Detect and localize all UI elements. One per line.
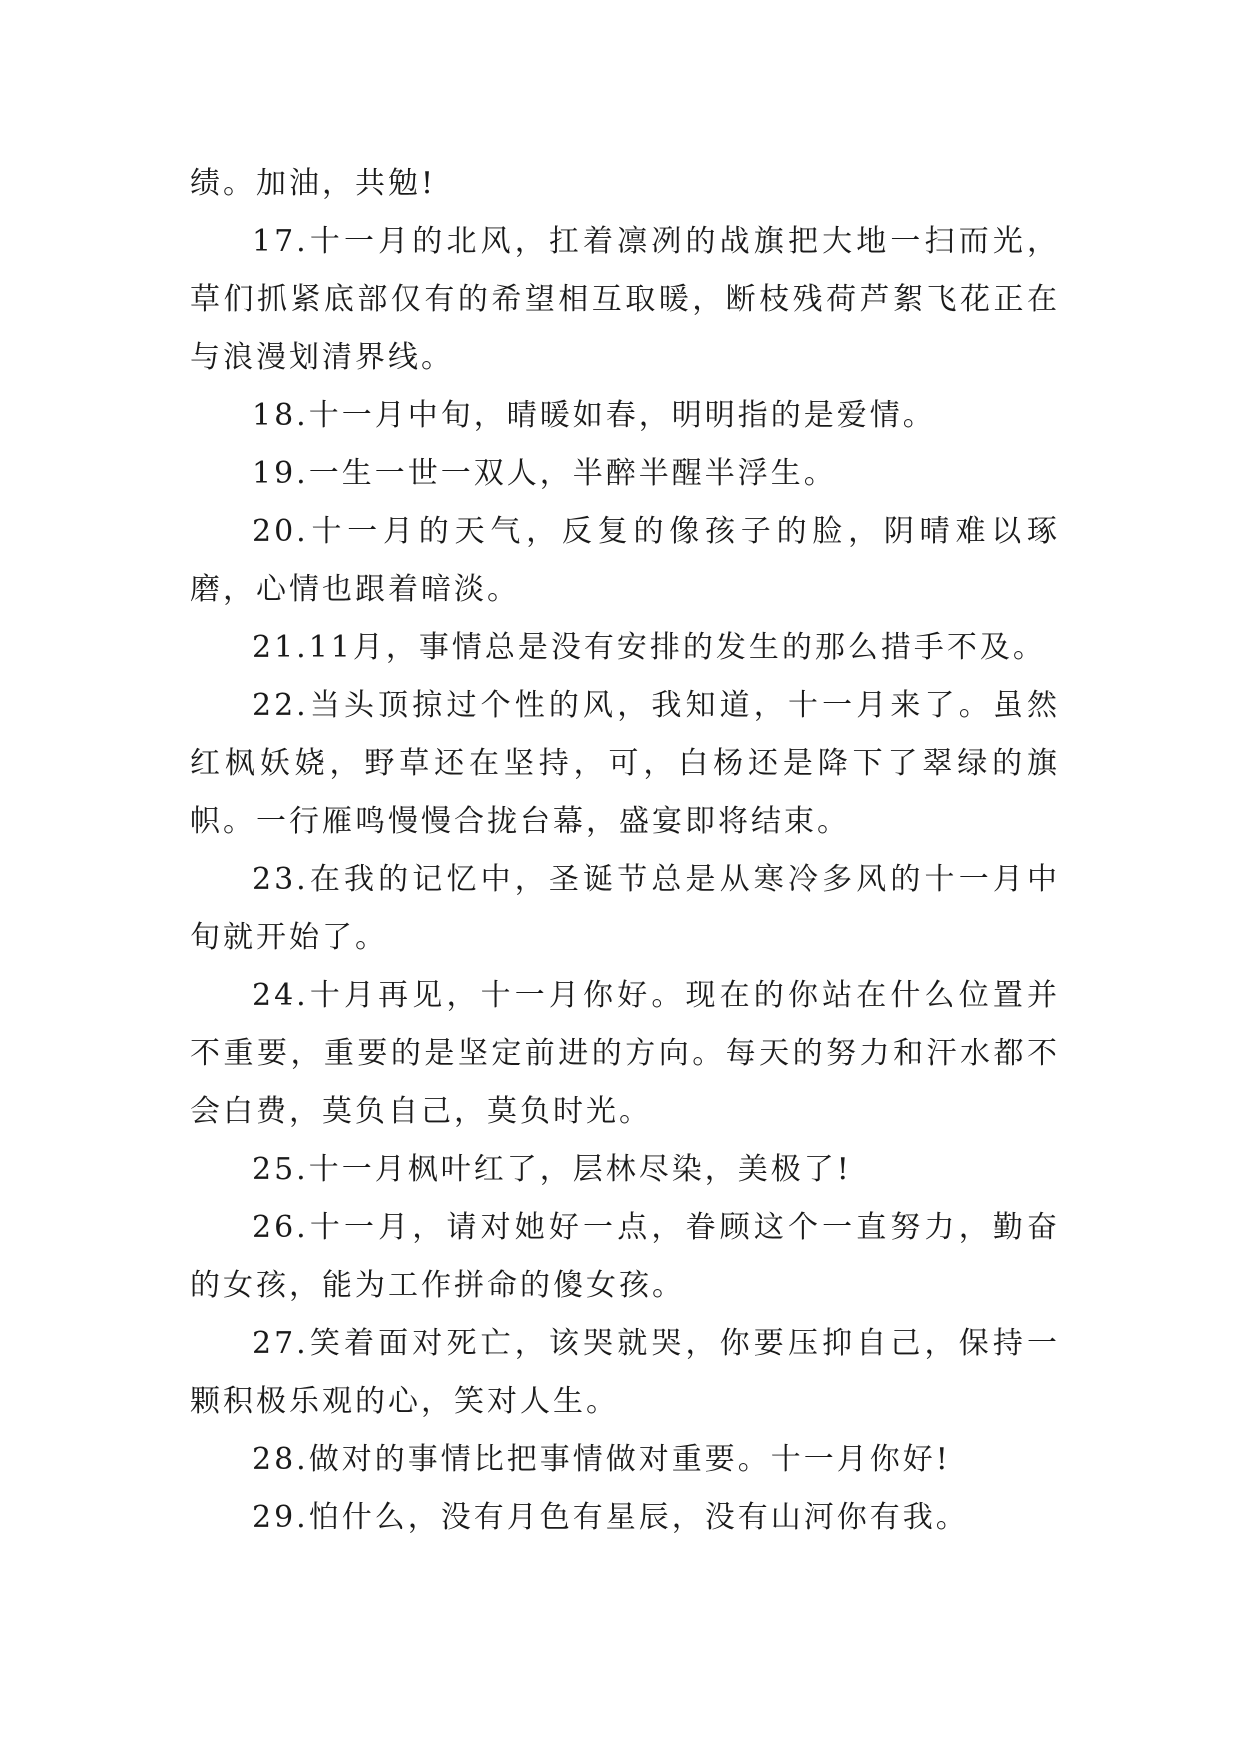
- paragraph-continuation: 绩。加油，共勉!: [190, 166, 437, 201]
- paragraph-29: 29.怕什么，没有月色有星辰，没有山河你有我。: [252, 1500, 969, 1535]
- paragraph-19: 19.一生一世一双人，半醉半醒半浮生。: [252, 456, 837, 491]
- paragraph-26: 26.十一月，请对她好一点，眷顾这个一直努力，勤奋的女孩，能为工作拼命的傻女孩。: [190, 1210, 1060, 1303]
- paragraph-28: 28.做对的事情比把事情做对重要。十一月你好!: [252, 1442, 951, 1477]
- paragraph-18: 18.十一月中旬，晴暖如春，明明指的是爱情。: [252, 398, 936, 433]
- paragraph-20: 20.十一月的天气，反复的像孩子的脸，阴晴难以琢磨，心情也跟着暗淡。: [190, 514, 1060, 607]
- document-body: [190, 155, 1060, 1547]
- paragraph-23: 23.在我的记忆中，圣诞节总是从寒冷多风的十一月中旬就开始了。: [190, 862, 1060, 955]
- paragraph-21: 21.11月，事情总是没有安排的发生的那么措手不及。: [252, 630, 1046, 665]
- paragraph-17: 17.十一月的北风，扛着凛冽的战旗把大地一扫而光，草们抓紧底部仅有的希望相互取暖，断枝残荷芦絮飞花正在与浪漫划清界线。: [190, 224, 1060, 375]
- paragraph-24: 24.十月再见，十一月你好。现在的你站在什么位置并不重要，重要的是坚定前进的方向。每天的努力和汗水都不会白费，莫负自己，莫负时光。: [190, 978, 1060, 1129]
- paragraph-27: 27.笑着面对死亡，该哭就哭，你要压抑自己，保持一颗积极乐观的心，笑对人生。: [190, 1326, 1060, 1419]
- paragraph-22: 22.当头顶掠过个性的风，我知道，十一月来了。虽然红枫妖娆，野草还在坚持，可，白杨还是降下了翠绿的旗帜。一行雁鸣慢慢合拢台幕，盛宴即将结束。: [190, 688, 1060, 839]
- paragraph-25: 25.十一月枫叶红了，层林尽染，美极了!: [252, 1152, 852, 1187]
